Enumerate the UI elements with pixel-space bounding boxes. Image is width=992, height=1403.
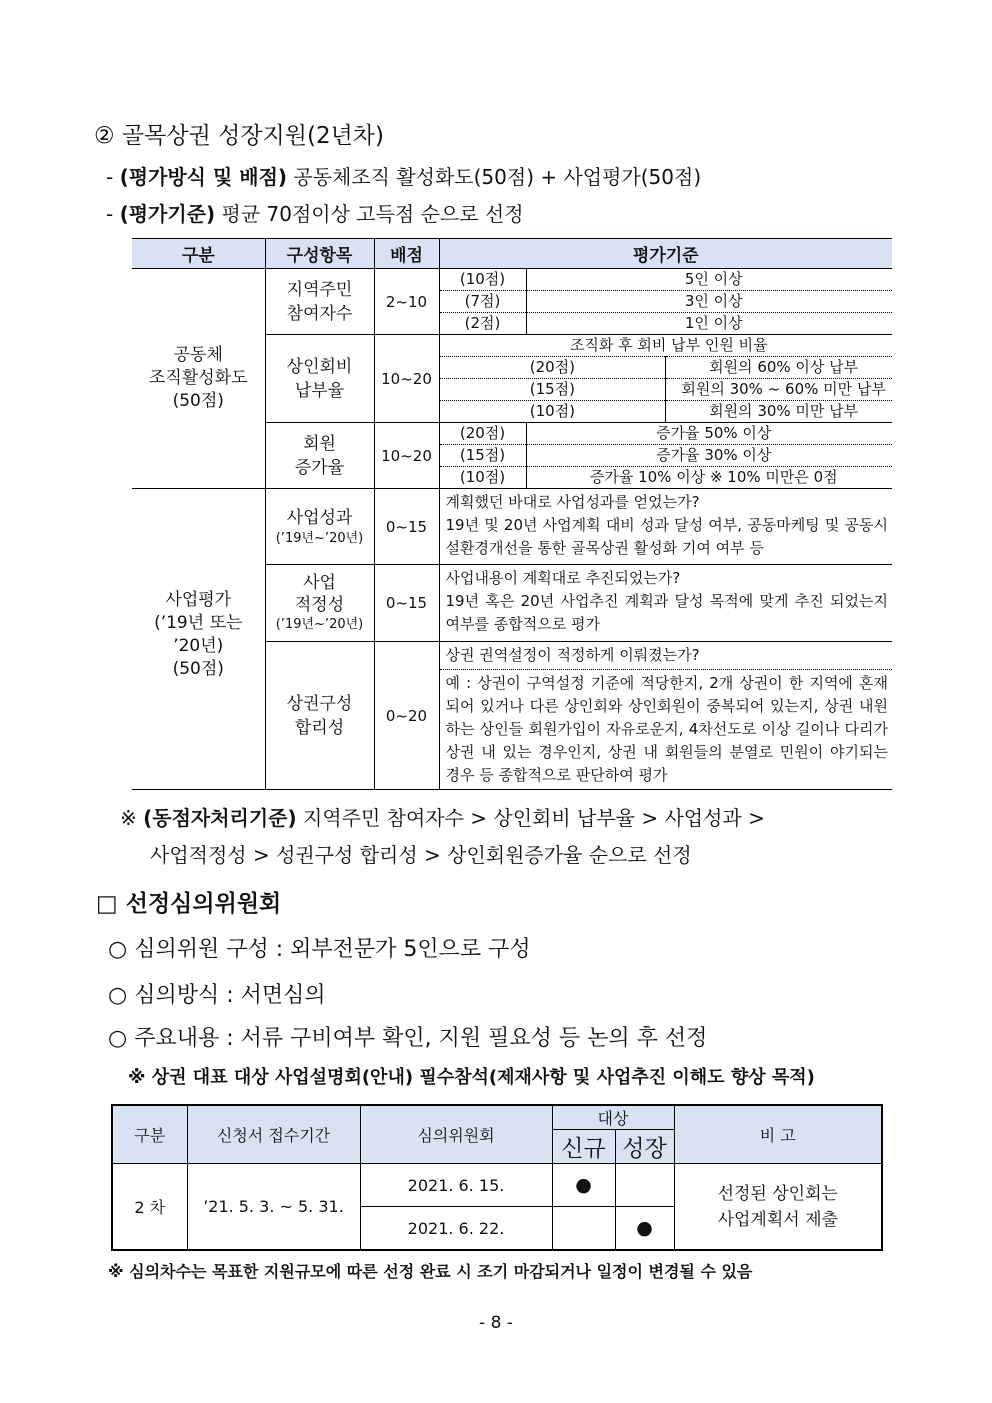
item-district-rationality: 상권구성 합리성	[265, 642, 374, 790]
criteria-paragraph: 예 : 상권이 구역설정 기준에 적당한지, 2개 상권이 한 지역에 혼재되어 있거나 다른 상인회와 상인회원이 중복되어 있는지, 상권 내원하는 상인들 회원가입이 자유로운지, 4차선도로 이상 길이나 다리가 상권 내 있는 경우인지, 상권 내 회원들의 분열로 민원이 야기되는 경우 등 종합적으로 판단하여 평가	[440, 669, 893, 789]
table-row	[112, 1164, 882, 1207]
table-row	[132, 489, 892, 565]
item-business-result	[265, 489, 374, 565]
criteria-text: 증가율 10% 이상 ※ 10% 미만은 0점	[526, 467, 892, 489]
score-range: 0~15	[374, 489, 439, 565]
note-label: (동점자처리기준)	[143, 806, 297, 830]
target-mark: ●	[552, 1164, 615, 1207]
note-mark: ※	[120, 806, 144, 830]
bullet-text: 평균 70점이상 고득점 순으로 선정	[215, 202, 524, 226]
footnote: ※ 심의차수는 목표한 지원규모에 따른 선정 완료 시 조기 마감되거나 일정이 변경될 수 있음	[108, 1262, 753, 1281]
header-new: 신규	[552, 1130, 615, 1164]
criteria-point: (10점)	[440, 269, 527, 291]
criteria-title: 조직화 후 회비 납부 인원 비율	[569, 336, 768, 354]
criteria-paragraph: 상권 권역설정이 적정하게 이뤄졌는가?	[445, 646, 700, 664]
period-cell: ’21. 5. 3. ~ 5. 31.	[187, 1164, 360, 1251]
empty-cell	[615, 1164, 674, 1207]
item-residents: 지역주민 참여자수	[265, 269, 374, 335]
header-round: 구분	[112, 1105, 187, 1164]
criteria-cell	[439, 489, 892, 565]
committee-item: ○ 심의방식 : 서면심의	[108, 983, 326, 1008]
criteria-point: (15점)	[440, 379, 666, 401]
note-line1: 지역주민 참여자수 > 상인회비 납부율 > 사업성과 >	[296, 806, 765, 830]
committee-date: 2021. 6. 15.	[360, 1164, 552, 1207]
score-range: 2~10	[374, 269, 439, 335]
bullet-evaluation-criteria: - (평가기준) 평균 70점이상 고득점 순으로 선정	[106, 202, 524, 226]
criteria-cell	[439, 423, 892, 489]
criteria-text: 3인 이상	[526, 291, 892, 313]
criteria-text: 증가율 50% 이상	[656, 424, 772, 442]
criteria-cell	[439, 565, 892, 642]
criteria-point: (10점)	[440, 401, 666, 423]
header-criteria: 평가기준	[439, 239, 892, 269]
header-category: 구분	[132, 239, 265, 269]
bullet-evaluation-method: - (평가방식 및 배점) 공동체조직 활성화도(50점) + 사업평가(50점)	[106, 165, 702, 189]
bullet-label: (평가방식 및 배점)	[119, 165, 288, 189]
page-number: - 8 -	[479, 1313, 513, 1333]
header-committee: 심의위원회	[360, 1105, 552, 1164]
criteria-text: 1인 이상	[526, 313, 892, 335]
criteria-paragraph: 계획했던 바대로 사업성과를 얻었는가? 19년 및 20년 사업계획 대비 성과 달성 여부, 공동마케팅 및 공동시설환경개선을 통한 골목상권 활성화 기여 여부 등	[445, 493, 888, 557]
header-period: 신청서 접수기간	[187, 1105, 360, 1164]
criteria-point: (20점)	[440, 423, 527, 445]
briefing-note: ※ 상권 대표 대상 사업설명회(안내) 필수참석(제재사항 및 사업추진 이해도 향상 목적)	[128, 1067, 815, 1088]
bullet-label: (평가기준)	[119, 202, 216, 226]
score-range: 0~20	[374, 642, 439, 790]
evaluation-table	[132, 238, 892, 790]
criteria-point: (15점)	[440, 445, 527, 467]
note-line2: 사업적정성 > 성권구성 합리성 > 상인회원증가율 순으로 선정	[150, 843, 692, 867]
target-mark: ●	[615, 1207, 674, 1251]
item-label: 사업 적정성	[294, 573, 345, 615]
committee-heading: □ 선정심의위원회	[96, 891, 282, 917]
criteria-text: 회원의 30% ~ 60% 미만 납부	[666, 379, 892, 401]
table-row	[132, 269, 892, 335]
score-range: 0~15	[374, 565, 439, 642]
criteria-text: 회원의 30% 미만 납부	[666, 401, 892, 423]
table-header-row	[112, 1105, 882, 1130]
item-membership-fee: 상인회비 납부율	[265, 335, 374, 423]
header-target: 대상	[552, 1105, 674, 1130]
criteria-point: (7점)	[440, 291, 527, 313]
criteria-cell	[439, 269, 892, 335]
remark-cell: 선정된 상인회는 사업계획서 제출	[674, 1164, 882, 1251]
criteria-paragraph: 사업내용이 계획대로 추진되었는가? 19년 혹은 20년 사업추진 계획과 달성 목적에 맞게 추진 되었는지 여부를 종합적으로 평가	[445, 569, 888, 633]
criteria-point: (10점)	[440, 467, 527, 489]
score-range: 10~20	[374, 335, 439, 423]
criteria-point: (2점)	[440, 313, 527, 335]
item-label: 사업성과	[286, 507, 353, 528]
item-sub: (’19년~’20년)	[275, 530, 364, 546]
category-community: 공동체 조직활성화도 (50점)	[132, 269, 265, 489]
header-score: 배점	[374, 239, 439, 269]
committee-item: ○ 주요내용 : 서류 구비여부 확인, 지원 필요성 등 논의 후 선정	[108, 1026, 708, 1051]
bullet-text: 공동체조직 활성화도(50점) + 사업평가(50점)	[287, 165, 702, 189]
criteria-cell	[439, 642, 892, 790]
header-growth: 성장	[615, 1130, 674, 1164]
criteria-cell	[439, 335, 892, 423]
item-business-adequacy	[265, 565, 374, 642]
category-business: 사업평가 (’19년 또는 ’20년) (50점)	[132, 489, 265, 790]
committee-item: ○ 심의위원 구성 : 외부전문가 5인으로 구성	[108, 937, 531, 962]
round-cell: 2 차	[112, 1164, 187, 1251]
header-item: 구성항목	[265, 239, 374, 269]
score-range: 10~20	[374, 423, 439, 489]
criteria-text: 5인 이상	[684, 270, 743, 288]
criteria-text: 회원의 60% 이상 납부	[666, 357, 892, 379]
criteria-point: (20점)	[440, 357, 666, 379]
schedule-table	[111, 1104, 883, 1251]
item-sub: (’19년~’20년)	[275, 617, 364, 632]
empty-cell	[552, 1207, 615, 1251]
table-header-row	[132, 239, 892, 269]
item-member-growth: 회원 증가율	[265, 423, 374, 489]
committee-date: 2021. 6. 22.	[360, 1207, 552, 1251]
header-remark: 비 고	[674, 1105, 882, 1164]
section-heading: ② 골목상권 성장지원(2년차)	[94, 123, 385, 149]
criteria-text: 증가율 30% 이상	[526, 445, 892, 467]
tiebreak-note	[120, 800, 765, 874]
